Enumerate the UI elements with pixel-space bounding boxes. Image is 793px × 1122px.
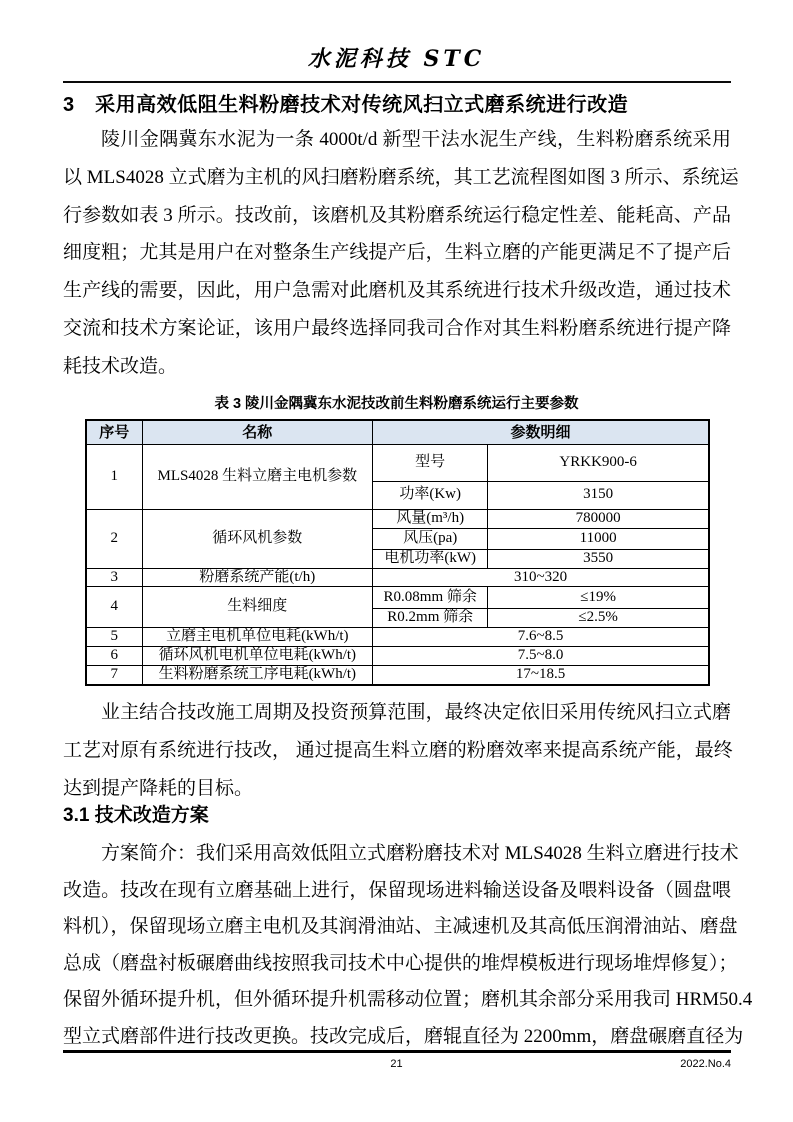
table-cell-name: 生料粉磨系统工序电耗(kWh/t) — [142, 665, 373, 685]
table-row — [86, 665, 709, 685]
text-line: 总成（磨盘衬板碾磨曲线按照我司技术中心提供的堆焊模板进行现场堆焊修复）； — [63, 952, 738, 974]
table-cell-value: 7.5~8.0 — [373, 646, 709, 665]
table-cell-name: 循环风机电机单位电耗(kWh/t) — [142, 646, 373, 665]
text-line: 业主结合技改施工周期及投资预算范围，最终决定依旧采用传统风扫立式磨 — [101, 702, 731, 723]
table-row — [86, 509, 709, 528]
journal-title: 水泥科技 STC — [307, 46, 486, 72]
table-cell-name: 生料细度 — [142, 586, 373, 627]
table-cell-param-value: ≤2.5% — [488, 608, 709, 627]
table-cell-name: 粉磨系统产能(t/h) — [142, 568, 373, 586]
section-3-heading: 3 采用高效低阻生料粉磨技术对传统风扫立式磨系统进行改造 — [63, 94, 629, 116]
text-line: 方案简介：我们采用高效低阻立式磨粉磨技术对 MLS4028 生料立磨进行技术 — [101, 843, 739, 864]
table-cell-no: 2 — [86, 509, 142, 568]
table-cell-value: 310~320 — [373, 568, 709, 586]
text-line: 行参数如表 3 所示。技改前，该磨机及其粉磨系统运行稳定性差、能耗高、产品 — [63, 204, 731, 226]
table-cell-name: 立磨主电机单位电耗(kWh/t) — [142, 627, 373, 646]
table-cell-no: 5 — [86, 627, 142, 646]
table-row — [86, 646, 709, 665]
table-header-name: 名称 — [142, 420, 373, 444]
table-header-index: 序号 — [86, 420, 142, 444]
footer-issue-label: 2022.No.4 — [680, 1058, 731, 1070]
table-header-detail: 参数明细 — [373, 420, 709, 444]
header-rule — [63, 81, 731, 83]
text-line: 陵川金隅冀东水泥为一条 4000t/d 新型干法水泥生产线，生料粉磨系统采用 — [101, 129, 731, 150]
table-row — [86, 627, 709, 646]
text-line: 保留外循环提升机，但外循环提升机需移动位置；磨机其余部分采用我司 HRM50.4 — [63, 989, 753, 1010]
table-3-caption: 表 3 陵川金隅冀东水泥技改前生料粉磨系统运行主要参数 — [214, 396, 579, 412]
section-3-1-heading: 3.1 技术改造方案 — [63, 805, 209, 826]
text-line: 以 MLS4028 立式磨为主机的风扫磨粉磨系统，其工艺流程图如图 3 所示、系统运 — [63, 166, 739, 188]
table-cell-no: 6 — [86, 646, 142, 665]
table-cell-param-label: R0.08mm 筛余 — [373, 586, 488, 608]
table-cell-param-value: 11000 — [488, 528, 709, 549]
table-cell-param-label: 风量(m³/h) — [373, 509, 488, 528]
table-cell-param-label: 风压(pa) — [373, 528, 488, 549]
table-cell-value: 17~18.5 — [373, 665, 709, 685]
text-line: 工艺对原有系统进行技改， 通过提高生料立磨的粉磨效率来提高系统产能，最终 — [63, 739, 733, 761]
table-cell-name: 循环风机参数 — [142, 509, 373, 568]
table-cell-param-label: R0.2mm 筛余 — [373, 608, 488, 627]
table-cell-value: 7.6~8.5 — [373, 627, 709, 646]
table-row — [86, 444, 709, 481]
table-cell-param-value: 3150 — [488, 481, 709, 509]
text-line: 料机），保留现场立磨主电机及其润滑油站、主减速机及其高低压润滑油站、磨盘 — [63, 916, 738, 937]
text-line: 耗技术改造。 — [63, 355, 178, 377]
text-line: 细度粗；尤其是用户在对整条生产线提产后，生料立磨的产能更满足不了提产后 — [63, 242, 731, 264]
footer-rule — [63, 1050, 731, 1053]
table-cell-no: 4 — [86, 586, 142, 627]
table-row — [86, 586, 709, 608]
table-cell-param-value: 3550 — [488, 549, 709, 568]
text-line: 生产线的需要，因此，用户急需对此磨机及其系统进行技术升级改造，通过技术 — [63, 280, 731, 302]
table-3 — [85, 419, 710, 686]
table-cell-param-label: 功率(Kw) — [373, 481, 488, 509]
section-3-1-paragraph-1 — [63, 836, 753, 1055]
text-line: 交流和技术方案论证，该用户最终选择同我司合作对其生料粉磨系统进行提产降 — [63, 317, 731, 339]
table-cell-no: 7 — [86, 665, 142, 685]
section-3-paragraph-2 — [63, 694, 731, 807]
table-cell-no: 3 — [86, 568, 142, 586]
table-cell-param-value: YRKK900-6 — [488, 444, 709, 481]
table-cell-param-value: 780000 — [488, 509, 709, 528]
table-header-row — [86, 420, 709, 444]
table-cell-param-label: 电机功率(kW) — [373, 549, 488, 568]
footer-page-number: 21 — [390, 1058, 403, 1070]
table-cell-param-value: ≤19% — [488, 586, 709, 608]
text-line: 改造。技改在现有立磨基础上进行，保留现场进料输送设备及喂料设备（圆盘喂 — [63, 879, 731, 901]
table-cell-param-label: 型号 — [373, 444, 488, 481]
section-3-paragraph-1 — [63, 121, 739, 386]
text-line: 达到提产降耗的目标。 — [63, 777, 254, 799]
table-cell-name: MLS4028 生料立磨主电机参数 — [142, 444, 373, 509]
table-row — [86, 568, 709, 586]
table-cell-no: 1 — [86, 444, 142, 509]
text-line: 型立式磨部件进行技改更换。技改完成后，磨辊直径为 2200mm，磨盘碾磨直径为 — [63, 1025, 744, 1047]
